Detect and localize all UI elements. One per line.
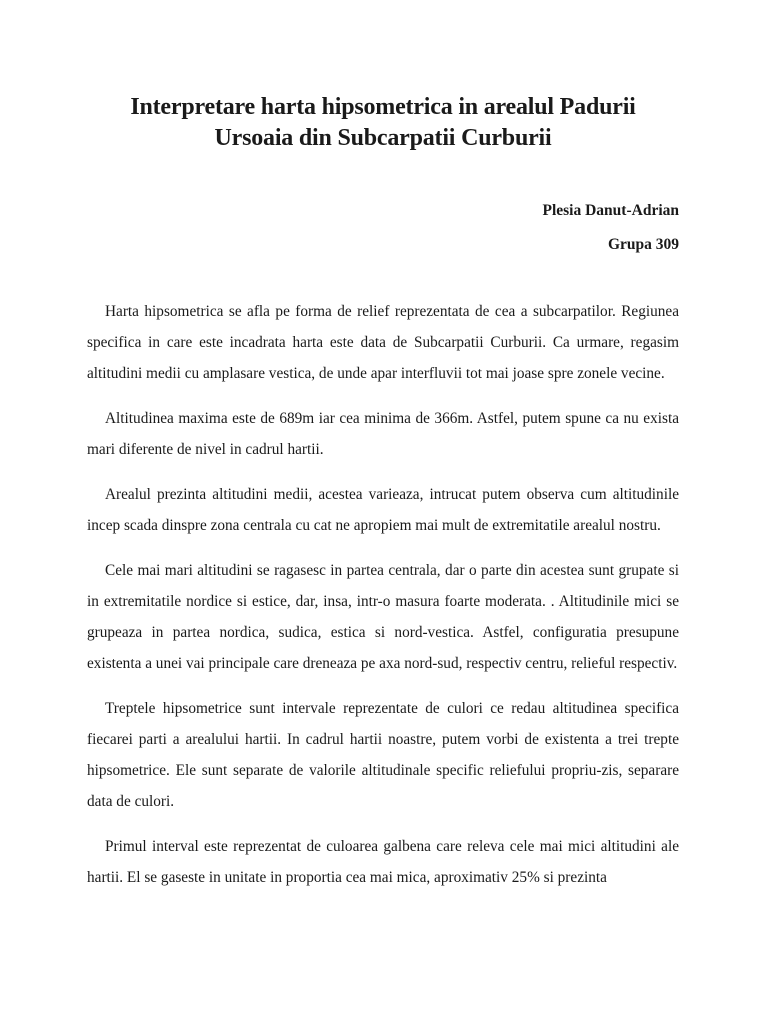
document-page: [87, 0, 679, 1024]
title-line-2: Ursoaia din Subcarpatii Curburii: [214, 125, 552, 151]
page-title: [87, 92, 679, 154]
paragraph: Primul interval este reprezentat de culoarea galbena care releva cele mai mici altitudini ale hartii. El se gaseste in unitate in proportia cea mai mica, aproximativ 25% si prezinta: [87, 838, 679, 886]
paragraph: Cele mai mari altitudini se ragasesc in partea centrala, dar o parte din acestea sunt grupate si in extremitatile nordice si estice, dar, insa, intr-o masura foarte moderata. . Altitudinile mici se grupeaza in partea nordica, sudica, estica si nord-vestica. Astfel, configuratia presupune existenta a unei vai principale care dreneaza pe axa nord-sud, respectiv centru, relieful respectiv.: [87, 562, 679, 672]
document-body: [87, 296, 679, 893]
paragraph: Arealul prezinta altitudini medii, acestea varieaza, intrucat putem observa cum altitudinile incep scada dinspre zona centrala cu cat ne apropiem mai mult de extremitatile arealul nostru.: [87, 486, 679, 534]
paragraph: Harta hipsometrica se afla pe forma de relief reprezentata de cea a subcarpatilor. Regiunea specifica in care este incadrata harta este data de Subcarpatii Curburii. Ca urmare, regasim altitudini medii cu amplasare vestica, de unde apar interfluvii tot mai joase spre zonele vecine.: [87, 303, 679, 382]
group-label: Grupa 309: [607, 236, 679, 253]
author-block: [87, 201, 679, 255]
author-name: Plesia Danut-Adrian: [542, 202, 679, 219]
paragraph: Treptele hipsometrice sunt intervale reprezentate de culori ce redau altitudinea specifica fiecarei parti a arealului hartii. In cadrul hartii noastre, putem vorbi de existenta a trei trepte hipsometrice. Ele sunt separate de valorile altitudinale specific reliefului propriu-zis, separare data de culori.: [87, 700, 679, 810]
title-line-1: Interpretare harta hipsometrica in arealul Padurii: [130, 94, 636, 120]
paragraph: Altitudinea maxima este de 689m iar cea minima de 366m. Astfel, putem spune ca nu exista mari diferente de nivel in cadrul hartii.: [87, 410, 679, 458]
